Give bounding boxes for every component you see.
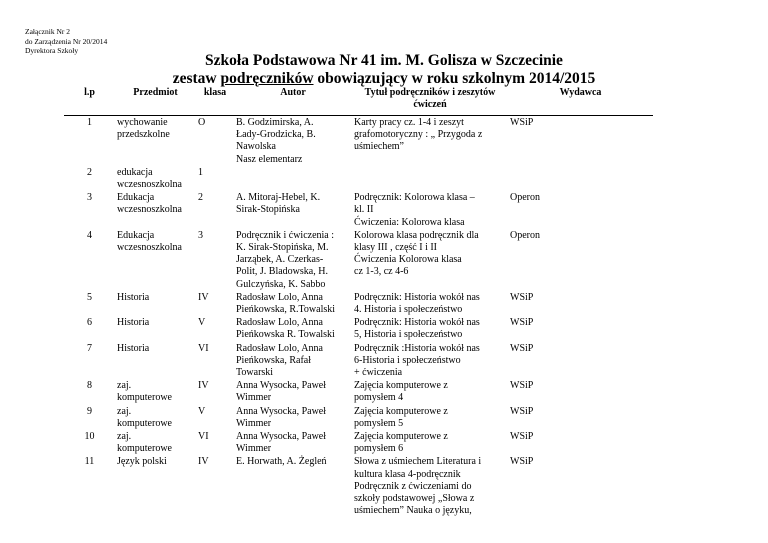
title-cell-line: 5, Historia i społeczeństwo bbox=[354, 329, 463, 341]
row-number: 10 bbox=[84, 431, 95, 443]
author-cell-line: Sirak-Stopińska bbox=[236, 204, 300, 216]
publisher-cell: WSiP bbox=[510, 317, 534, 329]
author-cell-line: Jarząbek, A. Czerkas- bbox=[236, 254, 324, 266]
publisher-cell: WSiP bbox=[510, 380, 534, 392]
publisher-cell: WSiP bbox=[510, 291, 534, 303]
title-cell-line: kl. II bbox=[354, 204, 374, 216]
title-cell-line: klasy III , część I i II bbox=[354, 242, 438, 254]
subject-cell-line: wczesnoszkolna bbox=[117, 242, 182, 254]
header-title: Tytuł podręczników i zeszytów ćwiczeń bbox=[364, 87, 496, 111]
header-lp: l.p bbox=[84, 87, 95, 98]
subject-cell-line: zaj. bbox=[117, 405, 132, 417]
school-title: Szkoła Podstawowa Nr 41 im. M. Golisza w Szczecinie bbox=[205, 52, 563, 69]
annex-note-line: Załącznik Nr 2 bbox=[25, 27, 70, 36]
author-cell-line: Radosław Lolo, Anna bbox=[236, 317, 323, 329]
title-cell-line: Zajęcia komputerowe z bbox=[354, 431, 448, 443]
author-cell bbox=[234, 116, 352, 166]
subtitle-suffix: obowiązujący w roku szkolnym 2014/2015 bbox=[313, 70, 596, 87]
author-cell-line: Anna Wysocka, Paweł bbox=[236, 405, 327, 417]
table-row bbox=[64, 291, 653, 316]
author-cell bbox=[234, 430, 352, 455]
title-cell-line: Podręcznik: Historia wokół nas bbox=[354, 291, 480, 303]
subject-cell-line: Historia bbox=[117, 317, 150, 329]
subject-cell-line: zaj. bbox=[117, 431, 132, 443]
subject-cell-line: wychowanie bbox=[117, 117, 168, 128]
title-cell-line: uśmiechem” Nauka o języku, bbox=[354, 505, 472, 517]
publisher-cell: Operon bbox=[510, 229, 540, 241]
subject-cell bbox=[115, 166, 196, 191]
title-cell-line: pomysłem 5 bbox=[354, 417, 404, 429]
subject-cell-line: Edukacja bbox=[117, 192, 155, 204]
grade-cell: IV bbox=[198, 291, 209, 303]
author-cell-line: Nasz elementarz bbox=[236, 153, 303, 165]
author-cell-line: Łady-Grodzicka, B. bbox=[236, 129, 316, 141]
row-number: 7 bbox=[87, 342, 92, 354]
table-row bbox=[64, 455, 653, 517]
subject-cell-line: wczesnoszkolna bbox=[117, 204, 182, 216]
table-header-row bbox=[64, 87, 653, 116]
author-cell-line: Nawolska bbox=[236, 141, 276, 153]
grade-cell: VI bbox=[198, 342, 209, 354]
author-cell-line: Radosław Lolo, Anna bbox=[236, 291, 323, 303]
document-subtitle bbox=[0, 70, 768, 88]
title-cell-line: Karty pracy cz. 1-4 i zeszyt bbox=[354, 117, 464, 128]
title-cell bbox=[352, 405, 508, 430]
title-cell bbox=[352, 430, 508, 455]
grade-cell: 2 bbox=[198, 192, 203, 204]
title-cell bbox=[352, 455, 508, 517]
table-row bbox=[64, 229, 653, 291]
title-cell-line: 4. Historia i społeczeństwo bbox=[354, 304, 463, 316]
subject-cell-line: zaj. bbox=[117, 380, 132, 392]
subtitle-prefix: zestaw bbox=[172, 70, 221, 87]
author-cell bbox=[234, 342, 352, 380]
title-cell-line: + ćwiczenia bbox=[354, 367, 403, 379]
table-row bbox=[64, 316, 653, 341]
author-cell-line: Polit, J. Bladowska, H. bbox=[236, 266, 328, 278]
author-cell bbox=[234, 166, 352, 191]
author-cell-line: Podręcznik i ćwiczenia : bbox=[236, 229, 335, 241]
author-cell-line: Towarski bbox=[236, 367, 274, 379]
row-number: 1 bbox=[87, 117, 92, 128]
title-cell bbox=[352, 191, 508, 229]
publisher-cell bbox=[508, 166, 653, 191]
header-grade: klasa bbox=[203, 87, 227, 98]
title-cell-line: Podręcznik: Historia wokół nas bbox=[354, 317, 480, 329]
author-cell-line: Anna Wysocka, Paweł bbox=[236, 431, 327, 443]
header-publisher: Wydawca bbox=[559, 87, 602, 98]
publisher-cell: Operon bbox=[510, 192, 540, 204]
author-cell-line: Gulczyńska, K. Sabbo bbox=[236, 278, 326, 290]
author-cell-line: B. Godzimirska, A. bbox=[236, 117, 314, 128]
author-cell-line: Anna Wysocka, Paweł bbox=[236, 380, 327, 392]
annex-note-line: do Zarządzenia Nr 20/2014 bbox=[25, 36, 108, 46]
subject-cell-line: komputerowe bbox=[117, 417, 172, 429]
author-cell-line: Pieńkowska, Rafał bbox=[236, 354, 311, 366]
title-cell bbox=[352, 116, 508, 166]
grade-cell: IV bbox=[198, 380, 209, 392]
subject-cell bbox=[115, 405, 196, 430]
table-row bbox=[64, 166, 653, 191]
publisher-cell: WSiP bbox=[510, 117, 534, 128]
title-cell-line: Podręcznik :Historia wokół nas bbox=[354, 342, 480, 354]
title-cell bbox=[352, 342, 508, 380]
author-cell bbox=[234, 229, 352, 291]
author-cell-line: Wimmer bbox=[236, 392, 272, 404]
title-cell bbox=[352, 379, 508, 404]
table-row bbox=[64, 191, 653, 229]
subject-cell-line: Edukacja bbox=[117, 229, 155, 241]
row-number: 6 bbox=[87, 317, 92, 329]
grade-cell: 1 bbox=[198, 166, 203, 178]
author-cell-line: Wimmer bbox=[236, 417, 272, 429]
title-cell-line: cz 1-3, cz 4-6 bbox=[354, 266, 409, 278]
author-cell bbox=[234, 455, 352, 517]
title-cell-line: kultura klasa 4-podręcznik bbox=[354, 468, 461, 480]
author-cell-line: E. Horwath, A. Żegleń bbox=[236, 456, 327, 468]
author-cell-line: K. Sirak-Stopińska, M. bbox=[236, 242, 329, 254]
row-number: 9 bbox=[87, 405, 92, 417]
subject-cell bbox=[115, 455, 196, 517]
subject-cell-line: wczesnoszkolna bbox=[117, 179, 182, 191]
table-row bbox=[64, 342, 653, 380]
title-cell-line: Słowa z uśmiechem Literatura i bbox=[354, 456, 482, 468]
grade-cell: IV bbox=[198, 456, 209, 468]
row-number: 5 bbox=[87, 291, 92, 303]
subject-cell-line: komputerowe bbox=[117, 443, 172, 455]
row-number: 3 bbox=[87, 192, 92, 204]
title-cell-line: pomysłem 4 bbox=[354, 392, 404, 404]
table-row bbox=[64, 430, 653, 455]
subject-cell bbox=[115, 116, 196, 166]
subject-cell bbox=[115, 379, 196, 404]
title-cell-line: pomysłem 6 bbox=[354, 443, 404, 455]
row-number: 2 bbox=[87, 166, 92, 178]
title-cell-line: szkoły podstawowej „Słowa z bbox=[354, 493, 475, 505]
table-body bbox=[64, 116, 653, 518]
grade-cell: 3 bbox=[198, 229, 203, 241]
author-cell bbox=[234, 379, 352, 404]
author-cell-line: Wimmer bbox=[236, 443, 272, 455]
subject-cell-line: edukacja bbox=[117, 166, 153, 178]
author-cell bbox=[234, 405, 352, 430]
row-number: 11 bbox=[84, 456, 95, 468]
header-subject: Przedmiot bbox=[133, 87, 178, 98]
table-row bbox=[64, 405, 653, 430]
author-cell-line: Radosław Lolo, Anna bbox=[236, 342, 323, 354]
subject-cell-line: komputerowe bbox=[117, 392, 172, 404]
subject-cell bbox=[115, 229, 196, 291]
publisher-cell: WSiP bbox=[510, 405, 534, 417]
title-cell-line: Ćwiczenia: Kolorowa klasa bbox=[354, 216, 465, 228]
title-cell bbox=[352, 291, 508, 316]
subject-cell bbox=[115, 316, 196, 341]
grade-cell: V bbox=[198, 405, 206, 417]
title-cell-line: Podręcznik: Kolorowa klasa – bbox=[354, 192, 475, 204]
row-number: 8 bbox=[87, 380, 92, 392]
textbook-table bbox=[64, 87, 653, 518]
subject-cell bbox=[115, 291, 196, 316]
annex-note-line: Dyrektora Szkoły bbox=[25, 46, 79, 55]
title-cell-line: uśmiechem” bbox=[354, 141, 404, 153]
grade-cell: O bbox=[198, 117, 206, 128]
publisher-cell: WSiP bbox=[510, 342, 534, 354]
title-cell-line: Zajęcia komputerowe z bbox=[354, 380, 448, 392]
subject-cell-line: Język polski bbox=[117, 456, 167, 468]
author-cell-line: Pieńkowska, R.Towalski bbox=[236, 304, 336, 316]
subject-cell-line: Historia bbox=[117, 291, 150, 303]
grade-cell: V bbox=[198, 317, 206, 329]
subject-cell bbox=[115, 191, 196, 229]
subtitle-underlined: podręczników bbox=[220, 70, 314, 87]
author-cell-line: Pieńkowska R. Towalski bbox=[236, 329, 335, 341]
title-cell-line: Ćwiczenia Kolorowa klasa bbox=[354, 254, 462, 266]
publisher-cell: WSiP bbox=[510, 431, 534, 443]
subject-cell bbox=[115, 430, 196, 455]
title-cell bbox=[352, 316, 508, 341]
grade-cell: VI bbox=[198, 431, 209, 443]
subject-cell-line: przedszkolne bbox=[117, 129, 170, 141]
author-cell bbox=[234, 316, 352, 341]
table-row bbox=[64, 379, 653, 404]
author-cell-line: A. Mitoraj-Hebel, K. bbox=[236, 192, 321, 204]
title-cell-line: Zajęcia komputerowe z bbox=[354, 405, 448, 417]
subject-cell-line: Historia bbox=[117, 342, 150, 354]
title-cell-line: Podręcznik z ćwiczeniami do bbox=[354, 480, 472, 492]
header-author: Autor bbox=[280, 87, 306, 98]
row-number: 4 bbox=[87, 229, 92, 241]
title-cell bbox=[352, 166, 508, 191]
subject-cell bbox=[115, 342, 196, 380]
table-row bbox=[64, 116, 653, 166]
title-cell-line: grafomotoryczny : „ Przygoda z bbox=[354, 129, 483, 141]
title-cell-line: 6-Historia i społeczeństwo bbox=[354, 354, 461, 366]
publisher-cell: WSiP bbox=[510, 456, 534, 468]
title-cell-line: Kolorowa klasa podręcznik dla bbox=[354, 229, 479, 241]
author-cell bbox=[234, 191, 352, 229]
title-cell bbox=[352, 229, 508, 291]
author-cell bbox=[234, 291, 352, 316]
